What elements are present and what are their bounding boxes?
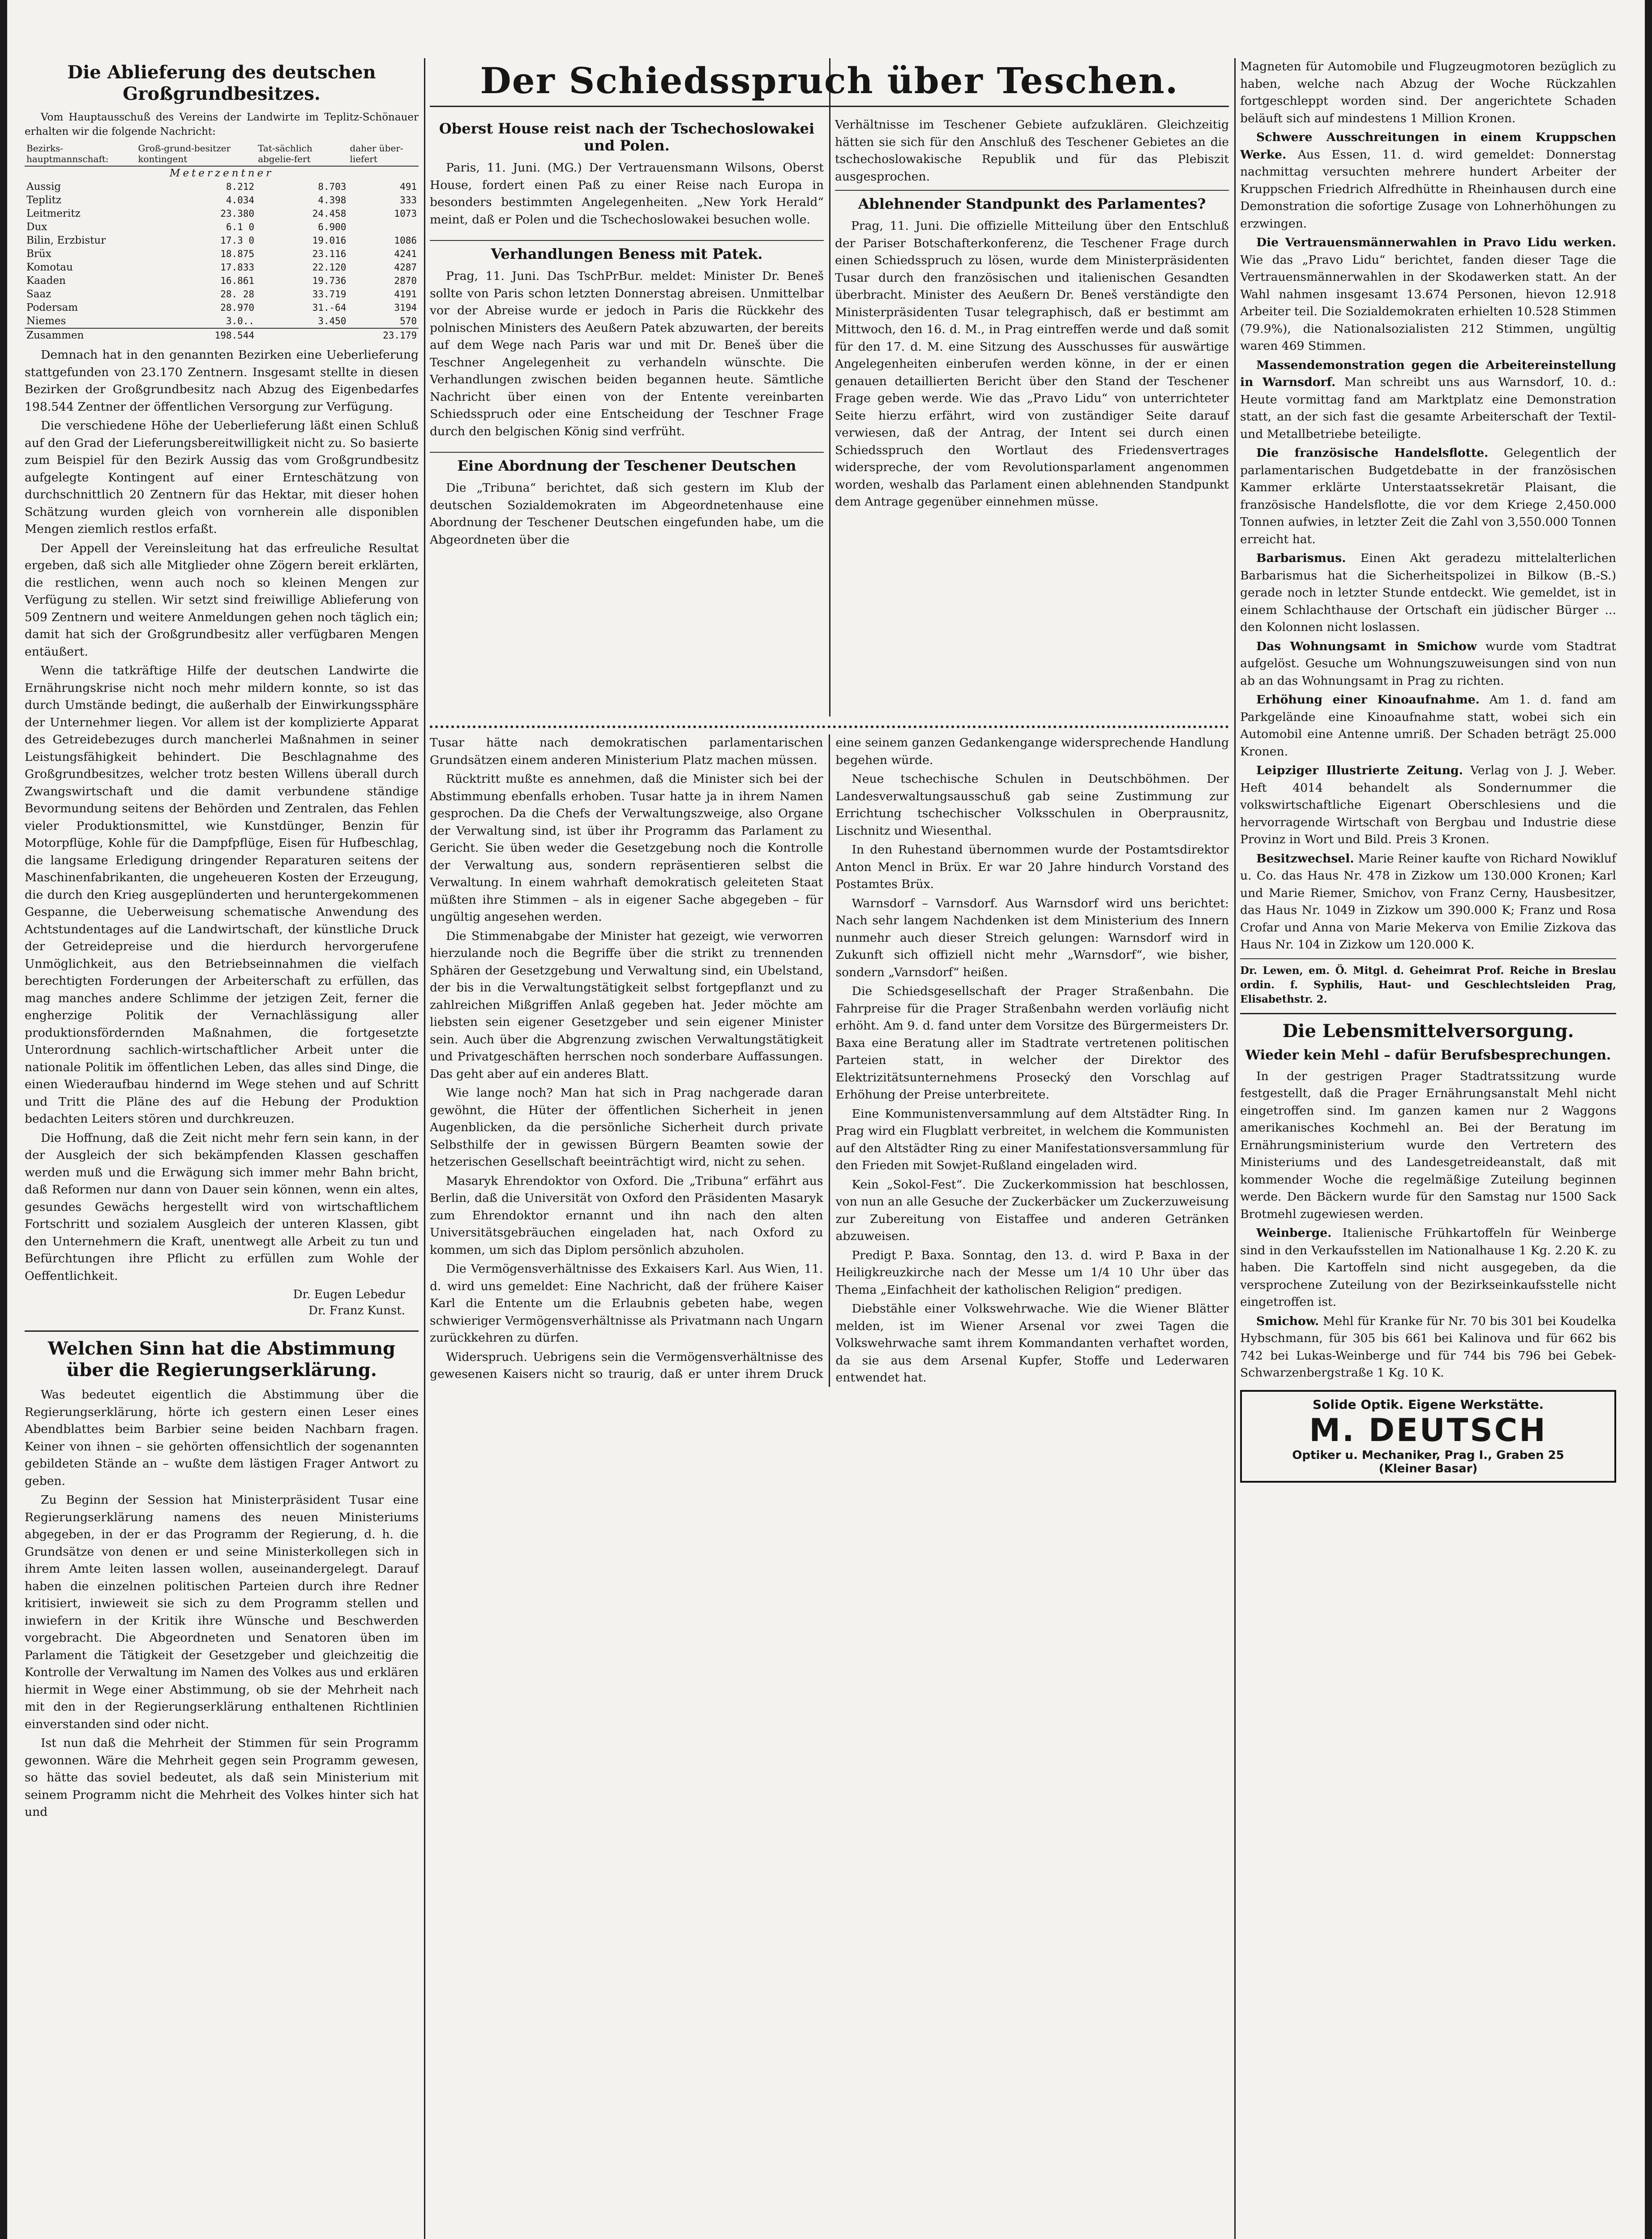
table-cell: 33.719 <box>312 289 347 300</box>
table-cell: 2870 <box>394 275 417 286</box>
divider <box>430 106 1229 107</box>
table-cell: 8.703 <box>318 181 347 192</box>
item-text: Einen Akt geradezu mittelalterlichen Barbarismus hat die Sicherheitspolizei in Bilkow (B.-S.) gerade noch in letzter Stunde entdeckt. Wie gemeldet, ist in einem Schlachthause der Ortschaft ein jüdischer Bürger ... den Kolonnen nicht loslassen. <box>1240 551 1616 634</box>
article-paragraph: Kein „Sokol-Fest“. Die Zuckerkommission hat beschlossen, von nun an alle Gesuche der Zuckerbäcker um Zuckerzuweisung zur Zubereitung von Eistaffee und anderen Getränken abzuweisen. <box>835 1177 1229 1243</box>
main-headline: Der Schiedsspruch über Teschen. <box>480 60 1179 102</box>
article-paragraph: Ist nun daß die Mehrheit der Stimmen für sein Programm gewonnen. Wäre die Mehrheit gegen sein Programm gewesen, so hätte das soviel bedeutet, als daß sein Ministerium mit seinem Programm nicht die Mehrheit des Volkes hinter sich hat und <box>25 1736 419 1819</box>
article-paragraph: Neue tschechische Schulen in Deutschböhmen. Der Landesverwaltungsausschuß gab seine Zustimmung zur Errichtung tschechischer Volksschulen in Oberprausnitz, Lischnitz und Wiesenthal. <box>835 772 1229 838</box>
table-cell: Aussig <box>26 181 61 193</box>
item-heading: Die französische Handelsflotte. <box>1256 446 1489 460</box>
article-house <box>430 120 824 228</box>
article-paragraph: Widerspruch. Uebrigens sein die Vermögensverhältnisse des gewesenen Kaisers nicht so traurig, daß er unter ihrem Druck eine seinem ganzen Gedankengange widersprechende Handlung begehen würde. <box>430 736 1229 1381</box>
divider <box>835 190 1229 191</box>
table-cell: 570 <box>400 316 417 326</box>
article-paragraph: Prag, 11. Juni. Die offizielle Mitteilung über den Entschluß der Pariser Botschafterkonferenz, die Teschener Frage durch einen Schiedsspruch zu lösen, wurde dem Ministerpräsidenten Tusar durch den französischen und italienischen Gesandten überbracht. Minister des Aeußern Dr. Beneš verständigte den Ministerpräsidenten Tusar telegraphisch, daß er bestimmt am Mittwoch, den 16. d. M., in Prag eintreffen werde und daß somit für den 17. d. M. eine Sitzung des Ausschusses für auswärtige Angelegenheiten einberufen werden könne, in der er einen genauen detaillierten Bericht über den Stand der Teschener Frage geben werde. Wie das „Pravo Lidu“ von unterrichteter Seite hierzu erfährt, wird von zuständiger Seite darauf verwiesen, daß der Antrag, der Intent sei durch einen Schiedsspruch den Wortlaut des Friedensvertrages widerspreche, der vom Revolutionsparlament angenommen worden, weshalb das Parlament einen ablehnenden Standpunkt dem Antrage gegenüber einnehmen müsse. <box>835 219 1229 509</box>
column-4 <box>1240 58 1616 1483</box>
table-row <box>25 180 419 193</box>
divider <box>430 452 824 453</box>
table-row <box>25 247 419 261</box>
table-cell: 23.380 <box>220 208 255 219</box>
article-headline: Die Lebensmittelversorgung. <box>1282 1020 1574 1042</box>
divider <box>430 240 824 241</box>
table-cell: 23.179 <box>348 328 419 342</box>
table-cell: 4.398 <box>318 195 347 206</box>
table-cell: 17.3 0 <box>220 235 255 246</box>
table-cell: 4241 <box>394 249 417 259</box>
delivery-table <box>25 142 419 342</box>
table-cell: Komotau <box>26 262 73 273</box>
divider <box>1240 1013 1616 1014</box>
item-text: Marie Reiner kaufte von Richard Nowikluf u. Co. das Haus Nr. 478 in Zizkow um 130.000 Kronen; Karl und Marie Riemer, Smichov, von Franz Cerny, Hausbesitzer, das Haus Nr. 1049 in Zizkow um 390.000 K; Franz und Rosa Crofar und Anna von Marie Mekerva von Emilie Zizkova das Haus Nr. 104 in Zizkow um 120.000 K. <box>1240 851 1616 952</box>
article-paragraph: Predigt P. Baxa. Sonntag, den 13. d. wird P. Baxa in der Heiligkreuzkirche nach der Messe um 1/4 10 Uhr über das Thema „Einfachheit der katholischen Religion“ predigen. <box>835 1248 1229 1297</box>
article-headline: Verhandlungen Beness mit Patek. <box>491 245 763 262</box>
table-cell: 17.833 <box>220 262 255 273</box>
column-rule <box>424 58 425 2239</box>
article-subheadline: Wieder kein Mehl – dafür Berufsbesprechungen. <box>1245 1047 1611 1063</box>
article-paragraph: Zu Beginn der Session hat Ministerpräsident Tusar eine Regierungserklärung namens des neuen Ministeriums abgegeben, in der er das Programm der Regierung, d. h. die Grundsätze von denen er und seine Ministerkollegen sich in ihrem Amte leiten lassen wollen, auseinandergelegt. Darauf haben die einzelnen politischen Parteien durch ihre Redner kritisiert, inwieweit sie sich zu dem Programm stellen und inwiefern in der Kritik ihre Wünsche und Beschwerden vorgebracht. Die Abgeordneten und Senatoren üben im Parlament die Tätigkeit der Gesetzgeber und gleichzeitig die Kontrolle der Verwaltung im Namen des Volkes aus und erklären hiermit in Wege einer Abstimmung, ob sie der Mehrheit nach mit den in der Regierungserklärung enthaltenen Richtlinien einverstanden sind oder nicht. <box>25 1493 419 1731</box>
table-cell: 1086 <box>394 235 417 246</box>
divider <box>25 1330 419 1332</box>
table-cell: Dux <box>26 221 47 233</box>
table-cell: 4287 <box>394 262 417 273</box>
article-paragraph: Die Hoffnung, daß die Zeit nicht mehr fern sein kann, in der der Ausgleich der sich bekämpfenden Klassen geschaffen werden muß und die Erwägung sich immer mehr Bahn bricht, daß Reformen nur dann von Dauer sein können, wenn ein altes, gesundes Gewächs hergestellt wird von wirtschaftlichem Fortschritt und sozialem Ausgleich der unteren Klassen, gibt den Unternehmern die Kraft, unentwegt alle Arbeit zu tun und Befürchtungen ihre Pflicht zu erfüllen zum Wohle der Oeffentlichkeit. <box>25 1131 419 1283</box>
article-paragraph: Die Stimmenabgabe der Minister hat gezeigt, wie verworren hierzulande noch die Begriffe über die strikt zu trennenden Sphären der Gesetzgebung und Verwaltung sind, ein Ubelstand, der bis in die Verwaltungstätigkeit selbst fortgepflanzt und zu zahlreichen Mißgriffen Anlaß gegeben hat. Jeder möchte am liebsten sein eigener Gesetzgeber und sein eigener Minister sein. Auch über die Abgrenzung zwischen Verwaltungstätigkeit und Privatgeschäften herrschen noch sonderbare Auffassungen. Das geht aber auf ein anderes Blatt. <box>430 929 823 1081</box>
item-heading: Das Wohnungsamt in Smichow <box>1256 639 1477 653</box>
notice: Dr. Lewen, em. Ö. Mitgl. d. Geheimrat Prof. Reiche in Breslau ordin. f. Syphilis, Haut- und Geschlechtsleiden Prag, Elisabethstr. 2. <box>1240 964 1616 1005</box>
table-cell: Podersam <box>26 302 78 313</box>
divider <box>1240 958 1616 959</box>
item-heading: Smichow. <box>1256 1314 1319 1328</box>
table-cell: Niemes <box>26 315 66 327</box>
article-paragraph: Magneten für Automobile und Flugzeugmotoren bezüglich zu haben, welche nach Abzug der Woche Rückzahlen fortgeschleppt worden sind. Der angerichtete Schaden beläuft sich auf mindestens 1 Million Kronen. <box>1240 60 1616 125</box>
advertisement-deutsch <box>1240 1390 1616 1483</box>
item-text: wurde vom Stadtrat aufgelöst. Gesuche um Wohnungszuweisungen sind von nun ab an das Wohnungsamt in Prag zu richten. <box>1240 639 1616 688</box>
article-paragraph: In den Ruhestand übernommen wurde der Postamtsdirektor Anton Mencl in Brüx. Er war 20 Jahre hindurch Vorstand des Postamtes Brüx. <box>835 843 1229 891</box>
table-cell: 3.0.. <box>226 316 255 326</box>
item-heading: Die Vertrauensmännerwahlen in Pravo Lidu werken. <box>1256 236 1616 249</box>
table-cell: 28. 28 <box>220 289 255 300</box>
article-paragraph: Der Appell der Vereinsleitung hat das erfreuliche Resultat ergeben, daß sich alle Mitglieder ohne Zögern bereit erklärten, die restlichen, wenn auch noch so kleinen Mengen zur Verfügung zu stellen. Wir setzt sind freiwillige Ablieferung von 509 Zentnern und weitere Anmeldungen gehen noch täglich ein; damit hat sich der Großgrundbesitz aller verfügbaren Mengen entäußert. <box>25 541 419 659</box>
item-text: Verlag von J. J. Weber. Heft 4014 behandelt als Sondernummer die volkswirtschaftliche Eigenart Oberschlesiens und die hervorragende Wirtschaft von Bergbau und Industrie diese Provinz in Wort und Bild. Preis 3 Kronen. <box>1240 763 1616 846</box>
table-cell: 28.970 <box>220 302 255 313</box>
item-text: Mehl für Kranke für Nr. 70 bis 301 bei Koudelka Hybschmann, für 305 bis 661 bei Kalinova und für 662 bis 742 bei Lukas-Weinberge und für 744 bis 796 bei Gebek-Schwarzenbergstraße 1 Kg. 10 K. <box>1240 1314 1616 1380</box>
main-headline-block <box>430 58 1229 107</box>
article-paragraph: Demnach hat in den genannten Bezirken eine Ueberlieferung stattgefunden von 23.170 Zentnern. Insgesamt stellte in diesen Bezirken der Großgrundbesitz nach Abzug des Eigenbedarfes 198.544 Zentner der öffentlichen Versorgung zur Verfügung. <box>25 348 419 414</box>
table-cell: 19.016 <box>312 235 347 246</box>
table-row <box>25 220 419 234</box>
column-2 <box>430 116 824 560</box>
table-header: Tat-sächlich abgelie-fert <box>256 142 348 166</box>
article-headline: Ablehnender Standpunkt des Parlamentes? <box>858 195 1206 212</box>
table-cell: 491 <box>400 181 417 192</box>
article-paragraph: Wenn die tatkräftige Hilfe der deutschen Landwirte die Ernährungskrise nicht noch mehr mildern konnte, so ist das durch Umstände bedingt, die außerhalb der Einwirkungssphäre der Unternehmer liegen. Vor allem ist der komplizierte Apparat des Getreidebezuges durch mancherlei Maßnahmen in seiner Leistungsfähigkeit behindert. Die Beschlagnahme des Großgrundbesitzes, welcher trotz besten Willens überall durch Zwangswirtschaft und die damit verbundene ständige Bevormundung seitens der Behörden und Zentralen, das Fehlen vieler Produktionsmittel, wie Kunstdünger, Benzin für Motorpflüge, Kohle für die Dampfpflüge, Eisen für Hufbeschlag, die langsame Erledigung dringender Reparaturen seitens der Maschinenfabrikanten, die ungeheueren Kosten der Erzeugung, die durch den Krieg ausgeplünderten und heruntergekommenen Gespanne, die Ueberweisung schematische Anwendung des Achtstundentages auf die Landwirtschaft, der künstliche Druck der Getreidepreise und die hierdurch hervorgerufene Unmöglichkeit, aus den Betriebseinnahmen die vielfach berechtigten Forderungen der Arbeiterschaft zu erfüllen, das mag manches andere Schlimme der jetzigen Zeit, ferner die engherzige Politik der Vernachlässigung aller produktionsfördernden Maßnahmen, die fortgesetzte Unterordnung sachlich-wirtschaftlicher Arbeit unter die nationale Politik im öffentlichen Leben, das alles sind Dinge, die einen Wiederaufbau hindernd im Wege stehen und auf Schritt und Tritt die Pläne des auf die Hebung der Produktion bedachten Leiters stören und durchkreuzen. <box>25 664 419 1126</box>
article-intro: Vom Hauptausschuß des Vereins der Landwirte im Teplitz-Schönauer erhalten wir die folgende Nachricht: <box>25 112 419 137</box>
table-unit: Meterzentner <box>169 167 274 179</box>
article-paragraph: Rücktritt mußte es annehmen, daß die Minister sich bei der Abstimmung ebenfalls erhoben. Tusar hatte ja in ihrem Namen gesprochen. Da die Chefs der Verwaltungszweige, also Organe der Verwaltung sind, ist über ihr Programm das Parlament zu Gericht. Sie üben weder die Gesetzgebung noch die Kontrolle der Verwaltung aus, sondern repräsentieren selbst die Verwaltung. In einem wahrhaft demokratisch geleiteten Staat müßten ihre Stimmen – als in eigener Sache abgegeben – für ungültig angesehen werden. <box>430 772 823 924</box>
table-cell: Bilin, Erzbistur <box>26 235 106 246</box>
item-text: Gelegentlich der parlamentarischen Budgetdebatte in der französischen Kammer erklärte Unterstaatssekretär Plaisant, die französische Handelsflotte, die vor dem Kriege 2,450.000 Tonnen aufwies, in letzter Zeit die Zahl von 3,550.000 Tonnen erreicht hat. <box>1240 446 1616 546</box>
article-paragraph: Prag, 11. Juni. Das TschPrBur. meldet: Minister Dr. Beneš sollte von Paris schon letzten Donnerstag abreisen. Unmittelbar vor der Abreise wurde er jedoch in Paris die Rückkehr des polnischen Ministers des Aeußern Patek abzuwarten, der bereits auf dem Wege nach Paris war und mit Dr. Beneš über die Teschner Angelegenheit zu verhandeln wünschte. Die Verhandlungen zwischen beiden begannen heute. Sämtliche Nachricht über einen von der Entente vereinbarten Schiedsspruch oder eine Entscheidung der Teschner Frage durch den belgischen König sind verfrüht. <box>430 269 824 438</box>
table-cell: 22.120 <box>312 262 347 273</box>
page-edge-left <box>0 0 7 2239</box>
table-row <box>25 287 419 301</box>
table-header: daher über-liefert <box>348 142 419 166</box>
article-paragraph: Masaryk Ehrendoktor von Oxford. Die „Tribuna“ erfährt aus Berlin, daß die Universität von Oxford den Präsidenten Masaryk zum Ehrendoktor ernannt und ihn nach den alten Universitätsgebräuchen eingeladen hat, nach Oxford zu kommen, um sich das Diplom persönlich abzuholen. <box>430 1174 823 1257</box>
table-cell: 24.458 <box>312 208 347 219</box>
article-paragraph: Verhältnisse im Teschener Gebiete aufzuklären. Gleichzeitig hätten sie sich für den Anschluß des Teschener Gebietes an die tschechoslowakische Republik und für das Plebiszit ausgesprochen. <box>835 118 1229 184</box>
table-row <box>25 234 419 247</box>
table-header: Bezirks-hauptmannschaft: <box>25 142 136 166</box>
item-text: Wie das „Pravo Lidu“ berichtet, fanden dieser Tage die Vertrauensmännerwahlen in der Skodawerken statt. An der Wahl nahmen insgesamt 13.674 Personen, hievon 12.918 Arbeiter teil. Die Sozialdemokraten erhielten 10.528 Stimmen (79.9%), die Nationalsozialisten 212 Stimmen, ungültig waren 469 Stimmen. <box>1240 253 1616 353</box>
article-abordnung <box>430 457 824 549</box>
table-cell: 3.450 <box>318 316 347 326</box>
page-edge-right <box>1645 0 1652 2239</box>
article-paragraph: Warnsdorf – Varnsdorf. Aus Warnsdorf wird uns berichtet: Nach sehr langem Nachdenken ist dem Ministerium des Innern nunmehr auch dieser Streich gelungen: Warnsdorf wird in Zukunft sich offiziell nicht mehr „Warnsdorf“, wie bisher, sondern „Varnsdorf“ heißen. <box>835 896 1229 979</box>
column-3 <box>835 116 1229 523</box>
article-abstimmung <box>25 1338 419 1821</box>
table-cell: 19.736 <box>312 275 347 286</box>
table-row <box>25 274 419 287</box>
item-heading: Massendemonstration gegen die Arbeitereinstellung in Warnsdorf. <box>1240 358 1616 389</box>
table-cell: 333 <box>400 195 417 206</box>
column-1 <box>25 58 419 1833</box>
table-cell: 16.861 <box>220 275 255 286</box>
item-text: Am 1. d. fand am Parkgelände eine Kinoaufnahme statt, wobei sich ein Automobil eine Antenne umriß. Der Schaden beträgt 25.000 Kronen. <box>1240 693 1616 759</box>
news-section <box>430 725 1229 1387</box>
item-heading: Barbarismus. <box>1256 551 1346 565</box>
table-header: Groß-grund-besitzer kontingent <box>136 142 256 166</box>
article-paragraph: Tusar hätte nach demokratischen parlamentarischen Grundsätzen einem anderen Ministerium Platz machen müssen. <box>430 736 823 767</box>
item-text: Italienische Frühkartoffeln für Weinberge sind in den Verkaufsstellen im Nationalhause 1 Kg. 2.20 K. zu haben. Die Kartoffeln sind nicht ausgegeben, da die versprochene Zuteilung von der Bezirkseinkaufsstelle nicht eingetroffen ist. <box>1240 1226 1616 1309</box>
article-paragraph: Was bedeutet eigentlich die Abstimmung über die Regierungserklärung, hörte ich gestern einen Leser eines Abendblattes beim Barbier seine beiden Nachbarn fragen. Keiner von ihnen – sie gehörten offensichtlich der sogenannten gebildeten Stände an – wußte dem lästigen Frager Antwort zu geben. <box>25 1388 419 1488</box>
table-row <box>25 193 419 207</box>
divider <box>430 725 1229 728</box>
table-cell <box>348 220 419 234</box>
article-paragraph: Diebstähle einer Volkswehrwache. Wie die Wiener Blätter melden, ist im Wiener Arsenal vor zwei Tagen die Volkswehrwache samt ihrem Kommandanten verhaftet worden, da sie aus dem Arsenal Kupfer, Stoffe und Lederwaren entwendet hat. <box>835 1302 1229 1385</box>
article-headline: Die Ablieferung des deutschen Großgrundbesitzes. <box>67 62 376 104</box>
table-cell: 8.212 <box>226 181 255 192</box>
article-paragraph: Die Vermögensverhältnisse des Exkaisers Karl. Aus Wien, 11. d. wird uns gemeldet: Eine Nachricht, daß der frühere Kaiser Karl die Entente um die Erlaubnis gebeten habe, wegen schwieriger Vermögensverhältnisse als Privatmann nach Ungarn zurückkehren zu dürfen. <box>430 1262 823 1345</box>
article-paragraph: Wie lange noch? Man hat sich in Prag nachgerade daran gewöhnt, die Hüter der öffentlichen Sicherheit in jenen Augenblicken, da die persönliche Sicherheit durch private Selbsthilfe der in gewissen Bürgern Beamten sowie der hetzerischen Gesellschaft beeinträchtigt wird, nicht zu sehen. <box>430 1086 823 1169</box>
ad-address: Optiker u. Mechaniker, Prag I., Graben 25 <box>1292 1448 1564 1462</box>
table-cell: 6.900 <box>318 222 347 232</box>
item-heading: Leipziger Illustrierte Zeitung. <box>1256 763 1463 777</box>
article-headline: Welchen Sinn hat die Abstimmung über die Regierungserklärung. <box>47 1338 396 1381</box>
table-cell: 198.544 <box>136 328 256 342</box>
table-row <box>25 261 419 274</box>
item-heading: Weinberge. <box>1256 1226 1332 1240</box>
article-paragraph: Die Schiedsgesellschaft der Prager Straßenbahn. Die Fahrpreise für die Prager Straßenbahn werden vorläufig nicht erhöht. Am 9. d. fand unter dem Vorsitze des Bürgermeisters Dr. Baxa eine Beratung aller im Stadtrate vertretenen politischen Parteien statt, in welcher der Direktor des Elektrizitätsunternehmens Prosecký den Vorschlag auf Erhöhung der Preise unterbreitete. <box>835 984 1229 1102</box>
table-cell: 1073 <box>394 208 417 219</box>
table-row <box>25 207 419 220</box>
article-headline: Eine Abordnung der Teschener Deutschen <box>457 457 796 474</box>
table-cell: 4191 <box>394 289 417 300</box>
table-cell: Saaz <box>26 288 51 300</box>
article-paragraph: In der gestrigen Prager Stadtratssitzung wurde festgestellt, daß die Prager Ernährungsanstalt Mehl nicht eingetroffen sind. Im ganzen kamen nur 2 Waggons amerikanisches Kochmehl an. Bei der Beratung im Ernährungsministerium wurde den Vertretern des Ministeriums und des Landesgetreideanstalt, daß mit kommender Woche die regelmäßige Zuteilung beginnen werde. Den Bäckern wurde für den Samstag nur 1500 Sack Brotmehl zugewiesen werden. <box>1240 1069 1616 1221</box>
table-cell: Leitmeritz <box>26 208 81 219</box>
article-standpunkt <box>835 195 1229 511</box>
table-row <box>25 301 419 314</box>
table-cell: 4.034 <box>226 195 255 206</box>
table-cell: Kaaden <box>26 275 66 287</box>
item-heading: Schwere Ausschreitungen in einem Kruppschen Werke. <box>1240 130 1616 162</box>
column-rule <box>829 58 830 716</box>
column-rule <box>1234 58 1236 2239</box>
article-paragraph: Eine Kommunistenversammlung auf dem Altstädter Ring. In Prag wird ein Flugblatt verbreitet, in welchem die Kommunisten auf den Altstädter Ring zu einer Manifestationsversammlung für den Frieden mit Sowjet-Rußland eingeladen wird. <box>835 1107 1229 1172</box>
table-cell: 18.875 <box>220 249 255 259</box>
item-heading: Besitzwechsel. <box>1256 851 1354 866</box>
ad-name: M. DEUTSCH <box>1309 1411 1547 1449</box>
signature: Dr. Franz Kunst. <box>308 1304 405 1317</box>
article-paragraph: Die verschiedene Höhe der Ueberlieferung läßt einen Schluß auf den Grad der Lieferungsbereitwilligkeit nicht zu. So basierte zum Beispiel für den Bezirk Aussig das vom Großgrundbesitz aufgelegte Kontingent auf einer Ernteschätzung von durchschnittlich 20 Zentnern für das Hektar, mit dieser hohen Schätzung wurden gleich von vornherein alle disponiblen Mengen ziemlich restlos erfaßt. <box>25 419 419 536</box>
ad-tagline: Solide Optik. Eigene Werkstätte. <box>1312 1397 1544 1412</box>
signature: Dr. Eugen Lebedur <box>293 1288 405 1301</box>
article-paragraph: Die „Tribuna“ berichtet, daß sich gestern im Klub der deutschen Sozialdemokraten im Abgeordnetenhause eine Abordnung der Teschener Deutschen eingefunden habe, um die Abgeordneten über die <box>430 481 824 547</box>
table-cell: Teplitz <box>26 194 61 206</box>
article-headline: Oberst House reist nach der Tschechoslowakei und Polen. <box>439 120 815 154</box>
article-grossgrundbesitz <box>25 62 419 1319</box>
article-paragraph: Paris, 11. Juni. (MG.) Der Vertrauensmann Wilsons, Oberst House, fordert einen Paß zu einer Reise nach Europa in besonders bestimmten Angelegenheiten. „New York Herald“ meint, daß er Polen und die Tschechoslowakei besuchen wolle. <box>430 161 824 227</box>
table-cell: 31.-64 <box>312 302 347 313</box>
table-row <box>25 314 419 328</box>
table-sum-row <box>25 328 419 342</box>
table-cell: Brüx <box>26 248 51 260</box>
item-text: Aus Essen, 11. d. wird gemeldet: Donnerstag nachmittag versuchten mehrere hundert Arbeiter der Kruppschen Friedrich Alfredhütte in Rheinhausen durch eine Demonstration die sofortige Zusage von Lohnerhöhungen zu erzwingen. <box>1240 147 1616 231</box>
news-columns <box>430 734 1229 1387</box>
table-cell: 6.1 0 <box>226 222 255 232</box>
article-benes-patek <box>430 245 824 440</box>
item-text: Man schreibt uns aus Warnsdorf, 10. d.: Heute vormittag fand am Marktplatz eine Demonstration statt, an der sich fast die gesamte Arbeiterschaft der Textil- und Metallbetriebe beteiligte. <box>1240 375 1616 441</box>
ad-location: (Kleiner Basar) <box>1378 1462 1478 1476</box>
table-cell: 3194 <box>394 302 417 313</box>
table-body <box>25 180 419 328</box>
newspaper-page <box>25 58 1616 2239</box>
item-heading: Erhöhung einer Kinoaufnahme. <box>1256 693 1480 707</box>
table-cell: 23.116 <box>312 249 347 259</box>
table-cell: Zusammen <box>25 328 136 342</box>
